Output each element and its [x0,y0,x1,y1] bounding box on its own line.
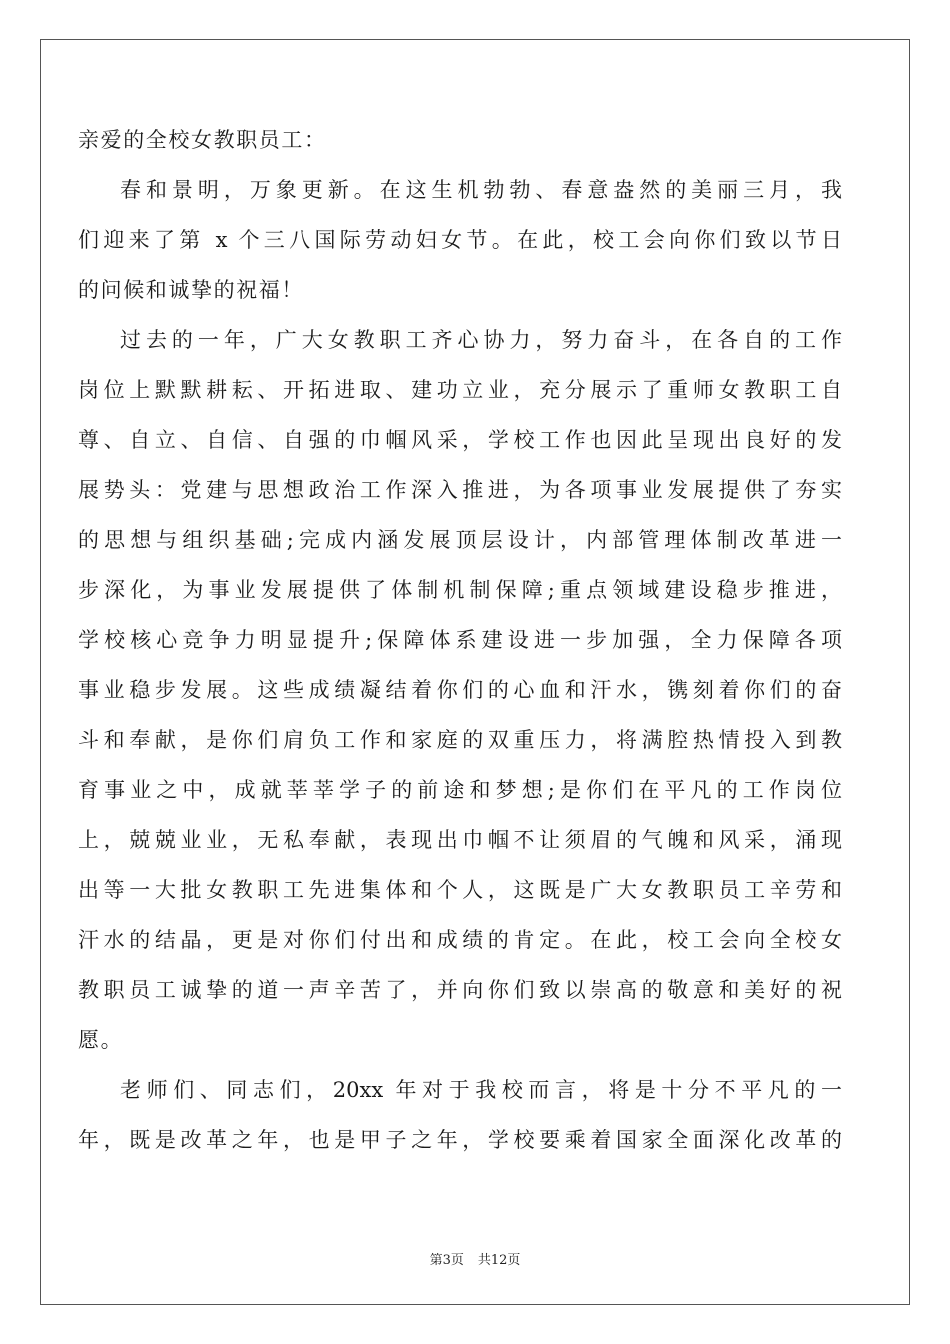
paragraph-3-line-1: 老师们、同志们，20xx 年对于我校而言，将是十分不平凡的一 [120,1078,842,1102]
letter-body [78,126,842,1176]
paragraph-2-line-9: 斗和奉献，是你们肩负工作和家庭的双重压力，将满腔热情投入到教 [78,728,842,752]
page-number: 第3页 [429,1253,464,1268]
paragraph-2-line-15: 愿。 [78,1028,124,1052]
paragraph-2-line-7: 学校核心竞争力明显提升;保障体系建设进一步加强，全力保障各项 [78,628,842,652]
paragraph-2-line-4: 展势头：党建与思想政治工作深入推进，为各项事业发展提供了夯实 [78,478,842,502]
paragraph-2-line-10: 育事业之中，成就莘莘学子的前途和梦想;是你们在平凡的工作岗位 [78,778,842,802]
paragraph-2-line-11: 上，兢兢业业，无私奉献，表现出巾帼不让须眉的气魄和风采，涌现 [78,828,842,852]
paragraph-2-line-12: 出等一大批女教职工先进集体和个人，这既是广大女教职员工辛劳和 [78,878,842,902]
paragraph-2-line-14: 教职员工诚挚的道一声辛苦了，并向你们致以崇高的敬意和美好的祝 [78,978,842,1002]
paragraph-2-line-8: 事业稳步发展。这些成绩凝结着你们的心血和汗水，镌刻着你们的奋 [78,678,842,702]
paragraph-1-line-3: 的问候和诚挚的祝福！ [78,278,304,302]
page-total: 共12页 [477,1253,521,1268]
paragraph-3-line-2: 年，既是改革之年，也是甲子之年，学校要乘着国家全面深化改革的 [78,1128,842,1152]
paragraph-2-line-1: 过去的一年，广大女教职工齐心协力，努力奋斗，在各自的工作 [120,328,842,352]
greeting-line: 亲爱的全校女教职员工： [78,128,327,152]
paragraph-2-line-3: 尊、自立、自信、自强的巾帼风采，学校工作也因此呈现出良好的发 [78,428,842,452]
paragraph-1-line-2: 们迎来了第 x 个三八国际劳动妇女节。在此，校工会向你们致以节日 [78,228,842,252]
page-footer [0,1249,950,1268]
paragraph-2-line-13: 汗水的结晶，更是对你们付出和成绩的肯定。在此，校工会向全校女 [78,928,842,952]
paragraph-2-line-2: 岗位上默默耕耘、开拓进取、建功立业，充分展示了重师女教职工自 [78,378,842,402]
paragraph-1-line-1: 春和景明，万象更新。在这生机勃勃、春意盎然的美丽三月，我 [120,178,842,202]
paragraph-2-line-6: 步深化，为事业发展提供了体制机制保障;重点领域建设稳步推进， [78,578,842,602]
paragraph-2-line-5: 的思想与组织基础;完成内涵发展顶层设计，内部管理体制改革进一 [78,528,842,552]
